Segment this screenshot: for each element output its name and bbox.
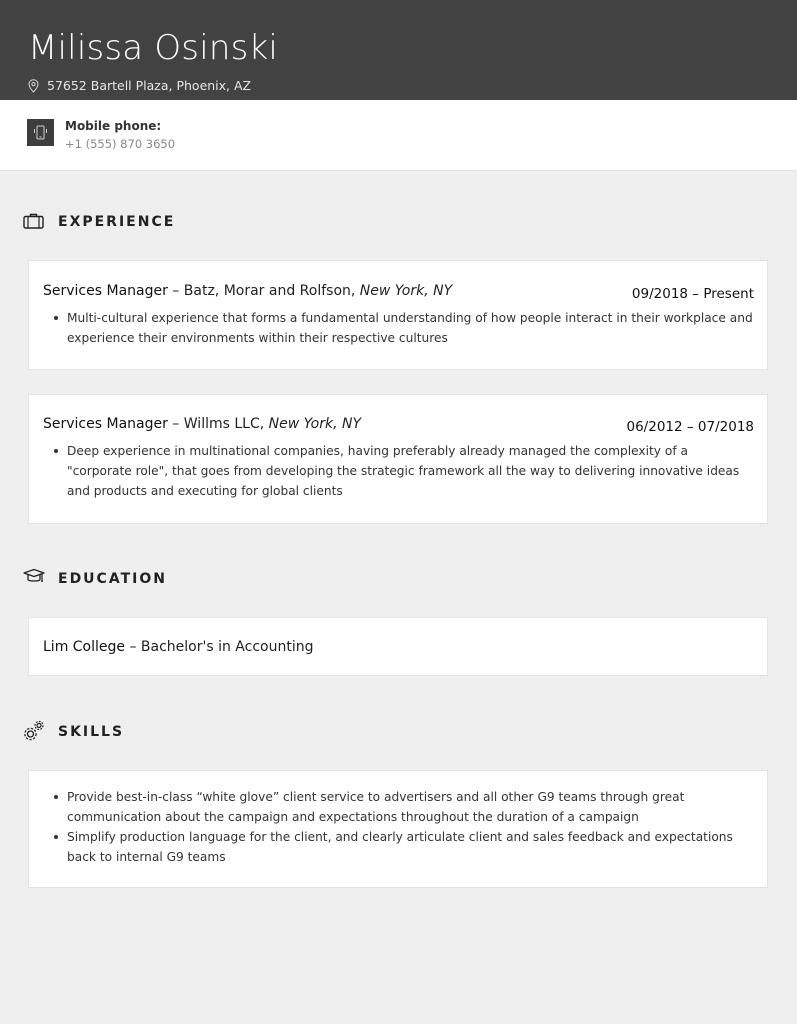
skills-card xyxy=(28,770,768,888)
mobile-phone-icon xyxy=(27,119,54,146)
candidate-name: Milissa Osinski xyxy=(28,28,279,68)
job-bullets xyxy=(67,441,753,501)
job-heading xyxy=(43,416,361,432)
job-title: Services Manager xyxy=(43,283,168,299)
skills-list xyxy=(67,787,753,867)
job-location: New York, NY xyxy=(268,416,361,432)
education-entry xyxy=(43,639,313,655)
list-item: Provide best-in-class “white glove” client service to advertisers and all other G9 teams through great communication about the campaign and expectations throughout the duration of a campaign xyxy=(67,787,753,827)
separator: – xyxy=(125,639,141,655)
separator: – xyxy=(167,416,184,432)
phone-number: +1 (555) 870 3650 xyxy=(65,137,176,151)
list-item: Deep experience in multinational companies, having preferably already managed the complexity of a "corporate role", that goes from developing the strategic framework all the way to delivering innovative ideas and products and executing for global clients xyxy=(67,441,753,501)
contact-bar xyxy=(0,100,797,171)
company: Willms LLC, xyxy=(183,416,265,432)
separator: – xyxy=(167,283,184,299)
resume-header xyxy=(0,0,797,100)
job-bullets xyxy=(67,308,753,348)
location-pin-icon xyxy=(28,79,39,93)
degree: Bachelor's in Accounting xyxy=(140,639,314,655)
address xyxy=(28,78,251,93)
education-card xyxy=(28,617,768,676)
briefcase-icon xyxy=(23,213,44,229)
gears-icon xyxy=(23,720,45,742)
phone-label: Mobile phone: xyxy=(65,119,162,133)
job-heading xyxy=(43,283,452,299)
section-title-education: EDUCATION xyxy=(58,571,167,587)
job-title: Services Manager xyxy=(43,416,168,432)
section-title-skills: SKILLS xyxy=(58,724,125,740)
experience-card xyxy=(28,394,768,524)
company: Batz, Morar and Rolfson, xyxy=(183,283,356,299)
list-item: Multi-cultural experience that forms a fundamental understanding of how people interact in their workplace and experience their environments within their respective cultures xyxy=(67,308,753,348)
school-name: Lim College xyxy=(43,639,126,655)
list-item: Simplify production language for the client, and clearly articulate client and sales feedback and expectations back to internal G9 teams xyxy=(67,827,753,867)
experience-card xyxy=(28,260,768,370)
section-title-experience: EXPERIENCE xyxy=(58,214,176,230)
address-text: 57652 Bartell Plaza, Phoenix, AZ xyxy=(47,78,252,93)
job-dates: 09/2018 – Present xyxy=(631,286,754,302)
job-location: New York, NY xyxy=(359,283,453,299)
job-dates: 06/2012 – 07/2018 xyxy=(626,419,754,435)
graduation-cap-icon xyxy=(23,568,45,586)
